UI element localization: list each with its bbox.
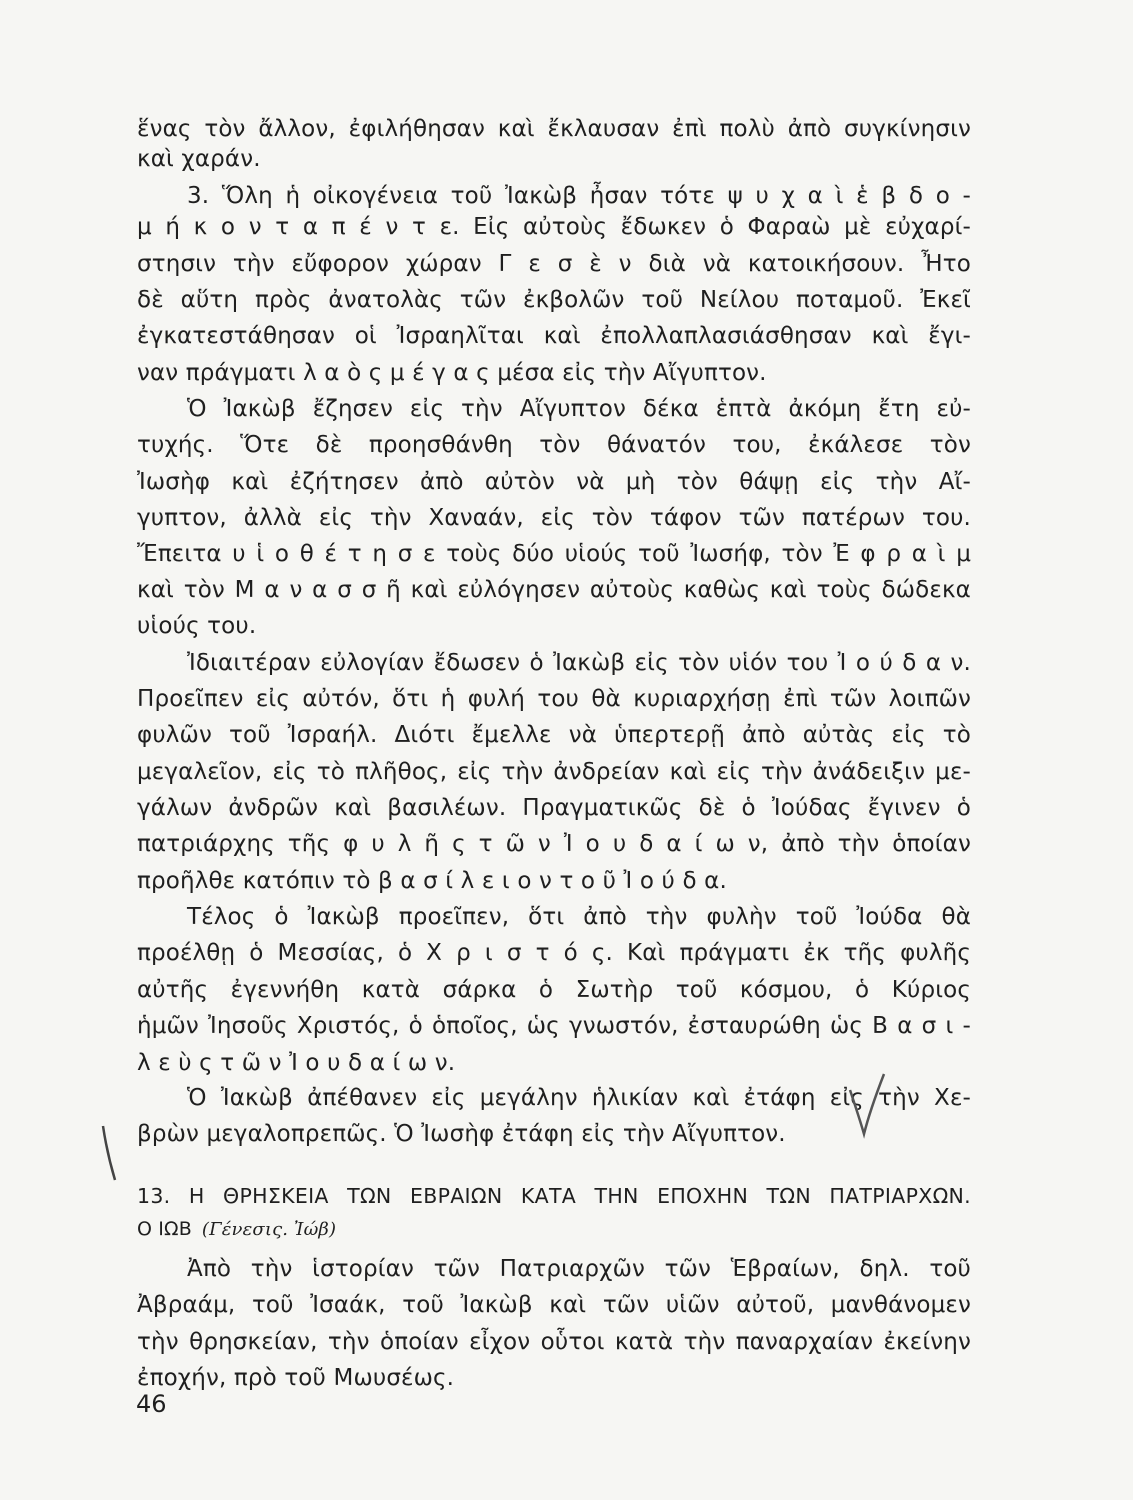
text-line: καὶ χαράν. xyxy=(137,146,261,172)
section-subheading xyxy=(137,1214,971,1245)
text-line: γυπτον, ἀλλὰ εἰς τὴν Χαναάν, εἰς τὸν τάφον τῶν πατέρων του. xyxy=(137,505,971,531)
text-line: βρὼν μεγαλοπρεπῶς. Ὁ Ἰωσὴφ ἐτάφη εἰς τὴν Αἴγυπτον. xyxy=(137,1121,786,1147)
text-line: λ ε ὺ ς τ ῶ ν Ἰ ο υ δ α ί ω ν. xyxy=(137,1050,456,1076)
page-number: 46 xyxy=(136,1390,167,1418)
pencil-margin-stroke xyxy=(95,1118,125,1188)
text-line: Προεῖπεν εἰς αὐτόν, ὅτι ἡ φυλή του θὰ κυριαρχήσῃ ἐπὶ τῶν λοιπῶν xyxy=(137,686,971,712)
text-line: τὴν θρησκείαν, τὴν ὁποίαν εἶχον οὗτοι κατὰ τὴν παναρχαίαν ἐκείνην xyxy=(137,1329,971,1355)
subheading-title: Ο ΙΩΒ xyxy=(137,1218,192,1240)
subheading-reference: (Γένεσις. Ἰώβ) xyxy=(201,1219,337,1240)
text-line: μ ή κ ο ν τ α π έ ν τ ε. Εἰς αὐτοὺς ἔδωκεν ὁ Φαραὼ μὲ εὐχαρί- xyxy=(137,214,971,240)
text-line: φυλῶν τοῦ Ἰσραήλ. Διότι ἔμελλε νὰ ὑπερτερῇ ἀπὸ αὐτὰς εἰς τὸ xyxy=(137,722,971,748)
text-line: προῆλθε κατόπιν τὸ β α σ ί λ ε ι ο ν τ ο ῦ Ἰ ο ύ δ α. xyxy=(137,868,727,894)
text-line: τυχής. Ὅτε δὲ προησθάνθη τὸν θάνατόν του, ἐκάλεσε τὸν xyxy=(137,432,971,458)
text-line: υἱούς του. xyxy=(137,613,257,639)
text-line: ἡμῶν Ἰησοῦς Χριστός, ὁ ὁποῖος, ὡς γνωστόν, ἐσταυρώθη ὡς Β α σ ι - xyxy=(137,1013,971,1039)
pencil-check-mark xyxy=(840,1070,890,1140)
text-line: ναν πράγματι λ α ὸ ς μ έ γ α ς μέσα εἰς τὴν Αἴγυπτον. xyxy=(137,360,767,386)
text-line: μεγαλεῖον, εἰς τὸ πλῆθος, εἰς τὴν ἀνδρείαν καὶ εἰς τὴν ἀνάδειξιν με- xyxy=(137,759,971,785)
text-line: Ἰωσὴφ καὶ ἐζήτησεν ἀπὸ αὐτὸν νὰ μὴ τὸν θάψῃ εἰς τὴν Αἴ- xyxy=(137,469,971,495)
text-line: ἐγκατεστάθησαν οἱ Ἰσραηλῖται καὶ ἐπολλαπλασιάσθησαν καὶ ἔγι- xyxy=(137,323,971,349)
text-line: Ἰδιαιτέραν εὐλογίαν ἔδωσεν ὁ Ἰακὼβ εἰς τὸν υἱόν του Ἰ ο ύ δ α ν. xyxy=(187,650,971,676)
text-line: Ὁ Ἰακὼβ ἀπέθανεν εἰς μεγάλην ἡλικίαν καὶ ἐτάφη εἰς τὴν Χε- xyxy=(187,1085,971,1111)
text-line: 3. Ὅλη ἡ οἰκογένεια τοῦ Ἰακὼβ ἦσαν τότε ψ υ χ α ὶ ἑ β δ ο - xyxy=(187,183,971,209)
text-line: γάλων ἀνδρῶν καὶ βασιλέων. Πραγματικῶς δὲ ὁ Ἰούδας ἔγινεν ὁ xyxy=(137,795,971,821)
section-heading: 13. Η ΘΡΗΣΚΕΙΑ ΤΩΝ ΕΒΡΑΙΩΝ ΚΑΤΑ ΤΗΝ ΕΠΟΧΗΝ ΤΩΝ ΠΑΤΡΙΑΡΧΩΝ. xyxy=(137,1184,971,1208)
text-line: Ἔπειτα υ ἱ ο θ έ τ η σ ε τοὺς δύο υἱούς τοῦ Ἰωσήφ, τὸν Ἐ φ ρ α ὶ μ xyxy=(137,541,971,567)
text-line: Ἀπὸ τὴν ἱστορίαν τῶν Πατριαρχῶν τῶν Ἑβραίων, δηλ. τοῦ xyxy=(187,1256,971,1282)
text-line: Ἀβραάμ, τοῦ Ἰσαάκ, τοῦ Ἰακὼβ καὶ τῶν υἱῶν αὐτοῦ, μανθάνομεν xyxy=(137,1292,971,1318)
text-line: στησιν τὴν εὔφορον χώραν Γ ε σ ὲ ν διὰ νὰ κατοικήσουν. Ἦτο xyxy=(137,251,971,277)
text-line: αὐτῆς ἐγεννήθη κατὰ σάρκα ὁ Σωτὴρ τοῦ κόσμου, ὁ Κύριος xyxy=(137,977,971,1003)
text-line: πατριάρχης τῆς φ υ λ ῆ ς τ ῶ ν Ἰ ο υ δ α ί ω ν, ἀπὸ τὴν ὁποίαν xyxy=(137,831,971,857)
text-line: ἕνας τὸν ἄλλον, ἐφιλήθησαν καὶ ἔκλαυσαν ἐπὶ πολὺ ἀπὸ συγκίνησιν xyxy=(137,116,971,142)
text-line: προέλθῃ ὁ Μεσσίας, ὁ Χ ρ ι σ τ ό ς. Καὶ πράγματι ἐκ τῆς φυλῆς xyxy=(137,940,971,966)
text-line: Τέλος ὁ Ἰακὼβ προεῖπεν, ὅτι ἀπὸ τὴν φυλὴν τοῦ Ἰούδα θὰ xyxy=(187,904,971,930)
text-line: Ὁ Ἰακὼβ ἔζησεν εἰς τὴν Αἴγυπτον δέκα ἑπτὰ ἀκόμη ἔτη εὐ- xyxy=(187,396,971,422)
text-line: ἐποχήν, πρὸ τοῦ Μωυσέως. xyxy=(137,1365,455,1391)
text-line: δὲ αὕτη πρὸς ἀνατολὰς τῶν ἐκβολῶν τοῦ Νείλου ποταμοῦ. Ἐκεῖ xyxy=(137,287,971,313)
text-line: καὶ τὸν Μ α ν α σ σ ῆ καὶ εὐλόγησεν αὐτοὺς καθὼς καὶ τοὺς δώδεκα xyxy=(137,577,971,603)
